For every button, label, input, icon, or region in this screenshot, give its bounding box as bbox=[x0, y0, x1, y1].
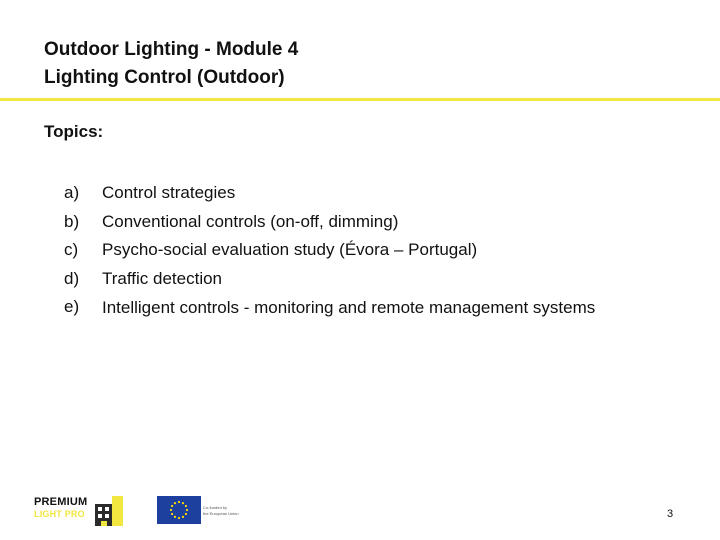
topic-text: Intelligent controls - monitoring and remote management systems bbox=[102, 298, 596, 317]
logo-text-top: PREMIUM bbox=[34, 496, 88, 508]
title-line-1: Outdoor Lighting - Module 4 bbox=[44, 39, 299, 60]
eu-funding-text bbox=[203, 505, 239, 517]
topic-marker: b) bbox=[64, 211, 80, 231]
topics-heading: Topics: bbox=[44, 122, 104, 141]
eu-flag-icon bbox=[157, 496, 201, 524]
building-icon bbox=[92, 494, 126, 528]
topic-list bbox=[64, 179, 664, 320]
premium-light-pro-logo bbox=[34, 492, 126, 528]
topic-text: Control strategies bbox=[102, 183, 236, 202]
topic-marker: d) bbox=[64, 268, 80, 288]
topic-text: Psycho-social evaluation study (Évora – Portugal) bbox=[102, 240, 478, 259]
slide-title bbox=[44, 36, 298, 92]
topic-item bbox=[64, 208, 664, 237]
eu-text-line-1: Co-funded by bbox=[203, 505, 228, 510]
logo-text-bottom: LIGHT PRO bbox=[34, 509, 85, 519]
title-line-2: Lighting Control (Outdoor) bbox=[44, 67, 285, 88]
topic-marker: a) bbox=[64, 183, 80, 202]
topic-item bbox=[64, 265, 664, 294]
topic-item bbox=[64, 236, 664, 265]
page-number: 3 bbox=[667, 508, 674, 520]
title-underline bbox=[0, 98, 720, 101]
topic-item bbox=[64, 179, 664, 208]
topic-item bbox=[64, 293, 664, 320]
topic-marker: e) bbox=[64, 297, 80, 316]
eu-text-line-2: the European Union bbox=[203, 511, 239, 516]
topic-text: Traffic detection bbox=[102, 268, 223, 288]
topic-text: Conventional controls (on-off, dimming) bbox=[102, 211, 399, 231]
topic-marker: c) bbox=[64, 240, 79, 259]
